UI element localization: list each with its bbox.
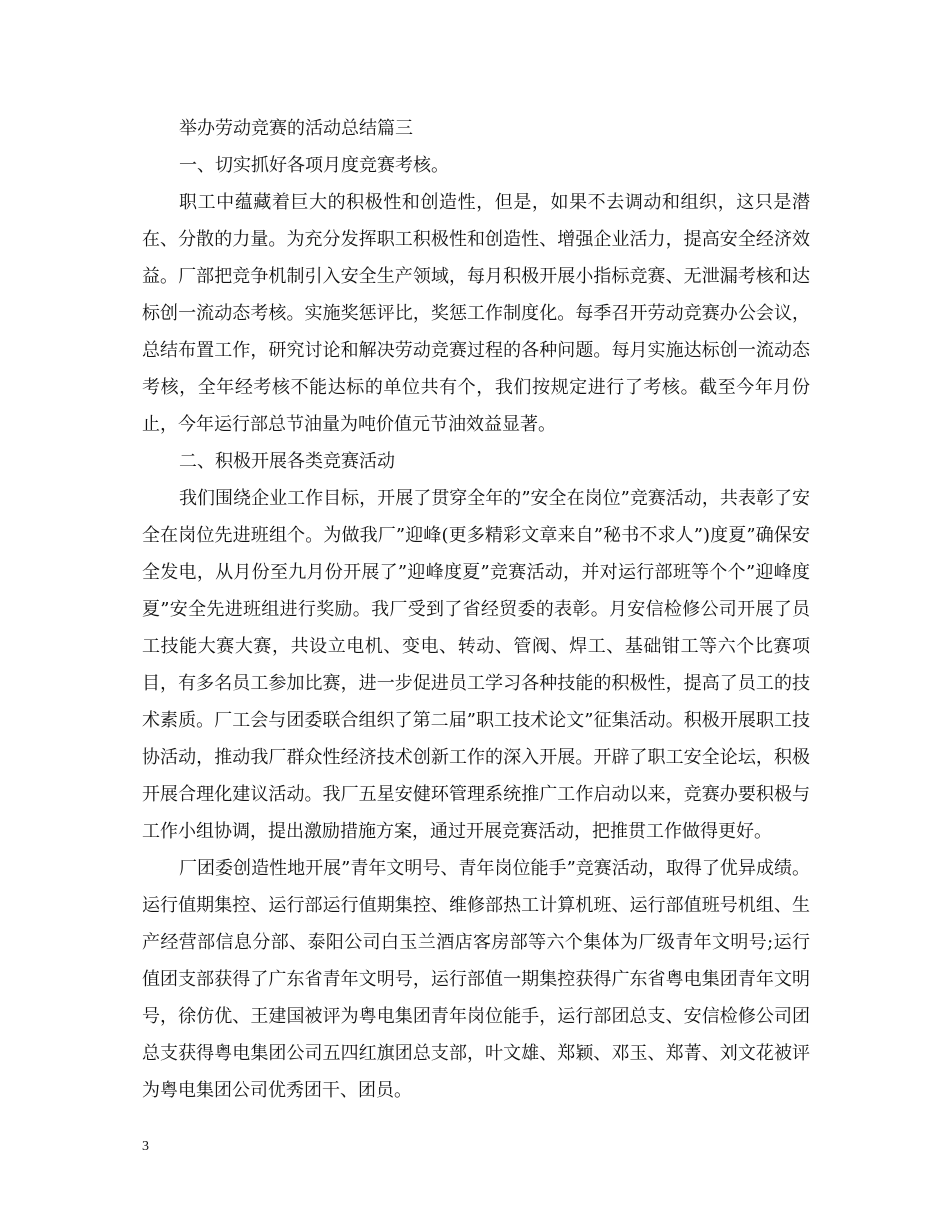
- page-number: 3: [142, 1139, 149, 1154]
- section-heading-1: 一、切实抓好各项月度竞赛考核。: [179, 155, 449, 176]
- document-body: [142, 110, 810, 1109]
- paragraph-2: 我们围绕企业工作目标，开展了贯穿全年的”安全在岗位”竞赛活动，共表彰了安全在岗位先进班组个。为做我厂”迎峰(更多精彩文章来自”秘书不求人”)度夏”确保安全发电，从月份至九月份开展了”迎峰度夏”竞赛活动，并对运行部班等个个”迎峰度夏”安全先进班组进行奖励。我厂受到了省经贸委的表彰。月安信检修公司开展了员工技能大赛大赛，共设立电机、变电、转动、管阀、焊工、基础钳工等六个比赛项目，有多名员工参加比赛，进一步促进员工学习各种技能的积极性，提高了员工的技术素质。厂工会与团委联合组织了第二届”职工技术论文”征集活动。积极开展职工技协活动，推动我厂群众性经济技术创新工作的深入开展。开辟了职工安全论坛，积极开展合理化建议活动。我厂五星安健环管理系统推广工作启动以来，竞赛办要积极与工作小组协调，提出激励措施方案，通过开展竞赛活动，把推贯工作做得更好。: [142, 488, 810, 842]
- paragraph-3: 厂团委创造性地开展”青年文明号、青年岗位能手”竞赛活动，取得了优异成绩。运行值期集控、运行部运行值期集控、维修部热工计算机班、运行部值班号机组、生产经营部信息分部、泰阳公司白玉兰酒店客房部等六个集体为厂级青年文明号;运行值团支部获得了广东省青年文明号，运行部值一期集控获得广东省粤电集团青年文明号，徐仿优、王建国被评为粤电集团青年岗位能手，运行部团总支、安信检修公司团总支获得粤电集团公司五四红旗团总支部，叶文雄、郑颖、邓玉、郑菁、刘文花被评为粤电集团公司优秀团干、团员。: [142, 858, 810, 1101]
- section-heading-2: 二、积极开展各类竞赛活动: [179, 451, 395, 472]
- document-title: 举办劳动竞赛的活动总结篇三: [179, 118, 413, 139]
- paragraph-1: 职工中蕴藏着巨大的积极性和创造性，但是，如果不去调动和组织，这只是潜在、分散的力量。为充分发挥职工积极性和创造性、增强企业活力，提高安全经济效益。厂部把竞争机制引入安全生产领域，每月积极开展小指标竞赛、无泄漏考核和达标创一流动态考核。实施奖惩评比，奖惩工作制度化。每季召开劳动竞赛办公会议，总结布置工作，研究讨论和解决劳动竞赛过程的各种问题。每月实施达标创一流动态考核，全年经考核不能达标的单位共有个，我们按规定进行了考核。截至今年月份止，今年运行部总节油量为吨价值元节油效益显著。: [142, 192, 810, 435]
